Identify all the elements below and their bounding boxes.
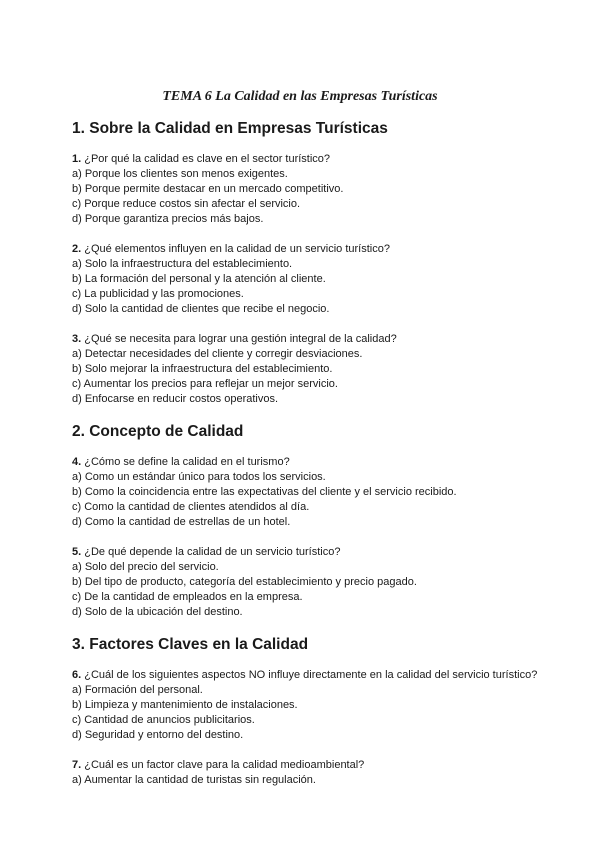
question-stem [72, 242, 542, 257]
answer-option: b) Solo mejorar la infraestructura del establecimiento. [72, 363, 333, 375]
section-heading: 3. Factores Claves en la Calidad [72, 636, 309, 653]
question-stem [72, 332, 542, 347]
document-title: TEMA 6 La Calidad en las Empresas Turísticas [162, 89, 438, 104]
question-number: 5. [72, 546, 82, 558]
answer-option: c) Aumentar los precios para reflejar un mejor servicio. [72, 378, 338, 390]
question-stem [72, 668, 542, 683]
question [72, 758, 542, 788]
question [72, 242, 542, 317]
answer-option: b) Como la coincidencia entre las expectativas del cliente y el servicio recibido. [72, 486, 457, 498]
answer-option: a) Porque los clientes son menos exigentes. [72, 168, 288, 180]
question-text: ¿Qué elementos influyen en la calidad de un servicio turístico? [84, 243, 390, 255]
section-heading: 2. Concepto de Calidad [72, 423, 244, 440]
answer-option: b) La formación del personal y la atención al cliente. [72, 273, 326, 285]
answer-option: a) Aumentar la cantidad de turistas sin regulación. [72, 774, 316, 786]
answer-option: a) Detectar necesidades del cliente y corregir desviaciones. [72, 348, 363, 360]
answer-option: a) Solo la infraestructura del establecimiento. [72, 258, 293, 270]
question-text: ¿Cuál es un factor clave para la calidad medioambiental? [84, 759, 365, 771]
question-text: ¿Por qué la calidad es clave en el sector turístico? [84, 153, 331, 165]
section [72, 635, 542, 788]
answer-option: a) Como un estándar único para todos los servicios. [72, 471, 326, 483]
question-text: ¿De qué depende la calidad de un servicio turístico? [84, 546, 341, 558]
question [72, 545, 542, 620]
question [72, 455, 542, 530]
question [72, 668, 542, 743]
question-number: 2. [72, 243, 82, 255]
document-body [72, 119, 542, 803]
answer-option: b) Del tipo de producto, categoría del establecimiento y precio pagado. [72, 576, 417, 588]
answer-option: d) Porque garantiza precios más bajos. [72, 213, 264, 225]
question-text: ¿Cuál de los siguientes aspectos NO influye directamente en la calidad del servicio turístico? [84, 669, 538, 681]
answer-option: c) Como la cantidad de clientes atendidos al día. [72, 501, 310, 513]
answer-option: c) De la cantidad de empleados en la empresa. [72, 591, 303, 603]
answer-option: a) Formación del personal. [72, 684, 203, 696]
answer-option: c) Cantidad de anuncios publicitarios. [72, 714, 255, 726]
answer-option: b) Limpieza y mantenimiento de instalaciones. [72, 699, 298, 711]
answer-option: d) Seguridad y entorno del destino. [72, 729, 244, 741]
question-stem [72, 455, 542, 470]
question-number: 7. [72, 759, 82, 771]
question-stem [72, 758, 542, 773]
answer-option: d) Como la cantidad de estrellas de un hotel. [72, 516, 291, 528]
section [72, 422, 542, 620]
question-text: ¿Qué se necesita para lograr una gestión integral de la calidad? [84, 333, 397, 345]
answer-option: b) Porque permite destacar en un mercado competitivo. [72, 183, 344, 195]
question [72, 332, 542, 407]
question-number: 6. [72, 669, 82, 681]
answer-option: d) Solo la cantidad de clientes que recibe el negocio. [72, 303, 330, 315]
answer-option: d) Solo de la ubicación del destino. [72, 606, 243, 618]
answer-option: a) Solo del precio del servicio. [72, 561, 219, 573]
question-number: 4. [72, 456, 82, 468]
question-stem [72, 152, 542, 167]
answer-option: d) Enfocarse en reducir costos operativos. [72, 393, 279, 405]
answer-option: c) Porque reduce costos sin afectar el servicio. [72, 198, 301, 210]
question-number: 3. [72, 333, 82, 345]
section [72, 119, 542, 407]
answer-option: c) La publicidad y las promociones. [72, 288, 244, 300]
question-text: ¿Cómo se define la calidad en el turismo? [84, 456, 290, 468]
question-number: 1. [72, 153, 82, 165]
section-heading: 1. Sobre la Calidad en Empresas Turísticas [72, 120, 388, 137]
question-stem [72, 545, 542, 560]
question [72, 152, 542, 227]
